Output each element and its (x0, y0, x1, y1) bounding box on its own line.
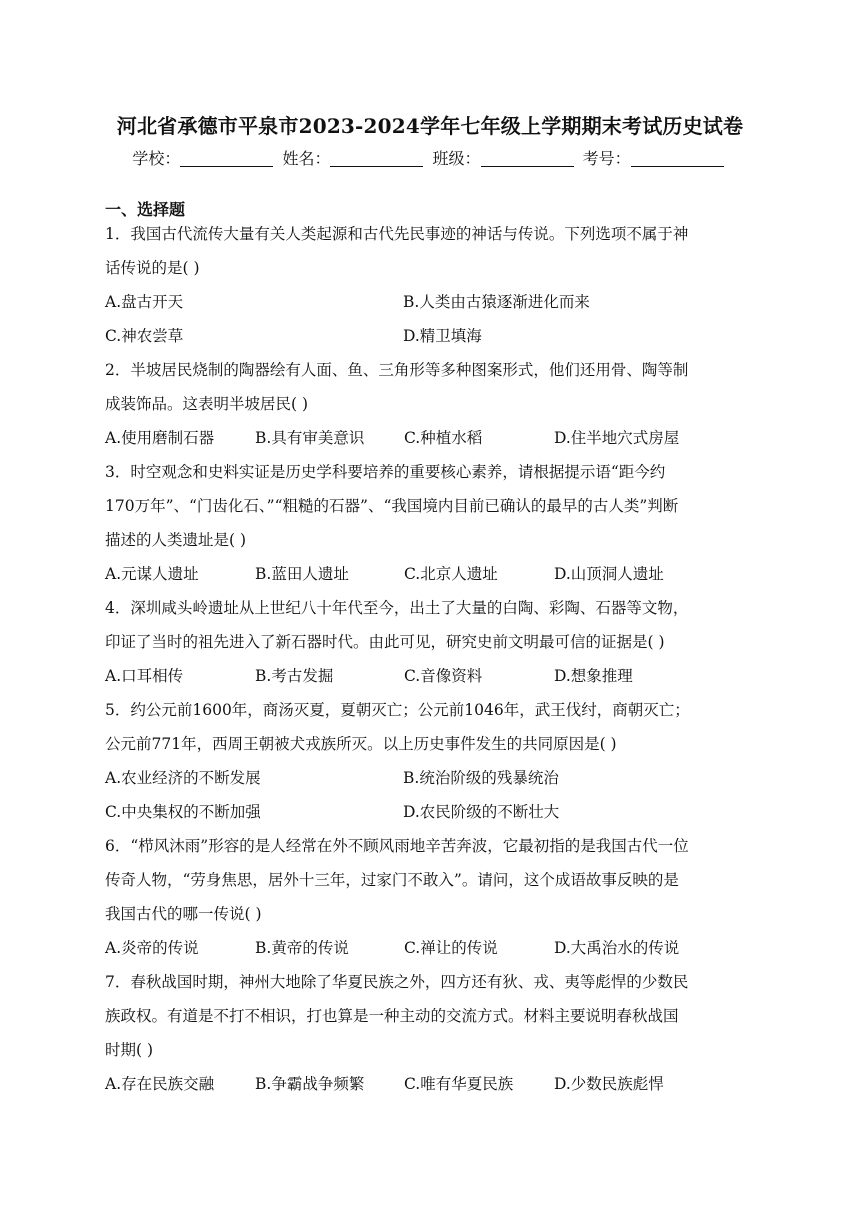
options-row (105, 421, 765, 455)
options-row (105, 1067, 765, 1101)
options-row (105, 659, 765, 693)
name-label: 姓名： (282, 149, 331, 168)
question-text-line: 170万年”、“门齿化石、”“粗糙的石器”、“我国境内目前已确认的最早的古人类”判断 (105, 497, 679, 515)
answer-option-a[interactable]: A.口耳相传 (105, 667, 184, 685)
answer-option-d[interactable]: D.少数民族彪悍 (554, 1075, 664, 1093)
question-text-line: 成装饰品。这表明半坡居民( ) (105, 395, 309, 413)
answer-option-a[interactable]: A.炎帝的传说 (105, 939, 199, 957)
answer-option-b[interactable]: B.蓝田人遗址 (255, 565, 349, 583)
student-info-line (0, 146, 860, 169)
name-blank[interactable] (330, 150, 423, 167)
answer-option-d[interactable]: D.住半地穴式房屋 (554, 429, 680, 447)
answer-option-b[interactable]: B.统治阶级的残暴统治 (403, 769, 559, 787)
question-text-line: 话传说的是( ) (105, 259, 200, 277)
answer-option-c[interactable]: C.中央集权的不断加强 (105, 803, 261, 821)
answer-option-a[interactable]: A.使用磨制石器 (105, 429, 215, 447)
question-4 (105, 591, 765, 693)
answer-option-d[interactable]: D.大禹治水的传说 (554, 939, 680, 957)
question-list (105, 217, 765, 1101)
school-blank[interactable] (180, 150, 273, 167)
question-text-line: 公元前771年，西周王朝被犬戎族所灭。以上历史事件发生的共同原因是( ) (105, 735, 617, 753)
options-row (105, 795, 765, 829)
answer-option-a[interactable]: A.存在民族交融 (105, 1075, 215, 1093)
question-text-line: 时期( ) (105, 1041, 154, 1059)
question-2 (105, 353, 765, 455)
answer-option-d[interactable]: D.山顶洞人遗址 (554, 565, 664, 583)
options-row (105, 931, 765, 965)
question-7 (105, 965, 765, 1101)
question-text-line: 印证了当时的祖先进入了新石器时代。由此可见，研究史前文明最可信的证据是( ) (105, 633, 665, 651)
question-text-line: 6．“栉风沐雨”形容的是人经常在外不顾风雨地辛苦奔波，它最初指的是我国古代一位 (105, 837, 689, 855)
answer-option-c[interactable]: C.种植水稻 (404, 429, 483, 447)
question-1 (105, 217, 765, 353)
question-text-line: 2．半坡居民烧制的陶器绘有人面、鱼、三角形等多种图案形式，他们还用骨、陶等制 (105, 361, 689, 379)
exam-title: 河北省承德市平泉市2023-2024学年七年级上学期期末考试历史试卷 (116, 114, 744, 138)
options-row (105, 285, 765, 319)
section-heading: 一、选择题 (105, 200, 186, 219)
answer-option-c[interactable]: C.北京人遗址 (404, 565, 498, 583)
answer-option-d[interactable]: D.精卫填海 (403, 327, 482, 345)
answer-option-c[interactable]: C.神农尝草 (105, 327, 184, 345)
answer-option-b[interactable]: B.争霸战争频繁 (255, 1075, 365, 1093)
question-text-line: 描述的人类遗址是( ) (105, 531, 247, 549)
question-5 (105, 693, 765, 829)
answer-option-a[interactable]: A.元谋人遗址 (105, 565, 199, 583)
answer-option-b[interactable]: B.黄帝的传说 (255, 939, 349, 957)
answer-option-b[interactable]: B.考古发掘 (255, 667, 334, 685)
answer-option-a[interactable]: A.农业经济的不断发展 (105, 769, 261, 787)
question-text-line: 5．约公元前1600年，商汤灭夏，夏朝灭亡；公元前1046年，武王伐纣，商朝灭亡； (105, 701, 690, 719)
exam-number-blank[interactable] (631, 150, 724, 167)
question-text-line: 4．深圳咸头岭遗址从上世纪八十年代至今，出土了大量的白陶、彩陶、石器等文物， (105, 599, 689, 617)
answer-option-d[interactable]: D.想象推理 (554, 667, 633, 685)
answer-option-b[interactable]: B.人类由古猿逐渐进化而来 (403, 293, 590, 311)
question-text-line: 1．我国古代流传大量有关人类起源和古代先民事迹的神话与传说。下列选项不属于神 (105, 225, 689, 243)
options-row (105, 761, 765, 795)
answer-option-d[interactable]: D.农民阶级的不断壮大 (403, 803, 560, 821)
answer-option-c[interactable]: C.音像资料 (404, 667, 483, 685)
question-text-line: 3．时空观念和史料实证是历史学科要培养的重要核心素养，请根据提示语“距今约 (105, 463, 666, 481)
question-text-line: 传奇人物，“劳身焦思，居外十三年，过家门不敢入”。请问，这个成语故事反映的是 (105, 871, 679, 889)
class-blank[interactable] (481, 150, 574, 167)
class-label: 班级： (432, 149, 481, 168)
question-text-line: 族政权。有道是不打不相识，打也算是一种主动的交流方式。材料主要说明春秋战国 (105, 1007, 679, 1025)
question-text-line: 我国古代的哪一传说( ) (105, 905, 262, 923)
answer-option-c[interactable]: C.禅让的传说 (404, 939, 498, 957)
question-6 (105, 829, 765, 965)
exam-number-label: 考号： (582, 149, 631, 168)
answer-option-c[interactable]: C.唯有华夏民族 (404, 1075, 514, 1093)
answer-option-b[interactable]: B.具有审美意识 (255, 429, 365, 447)
answer-option-a[interactable]: A.盘古开天 (105, 293, 184, 311)
school-label: 学校： (132, 149, 181, 168)
question-3 (105, 455, 765, 591)
question-text-line: 7．春秋战国时期，神州大地除了华夏民族之外，四方还有狄、戎、夷等彪悍的少数民 (105, 973, 689, 991)
options-row (105, 557, 765, 591)
options-row (105, 319, 765, 353)
